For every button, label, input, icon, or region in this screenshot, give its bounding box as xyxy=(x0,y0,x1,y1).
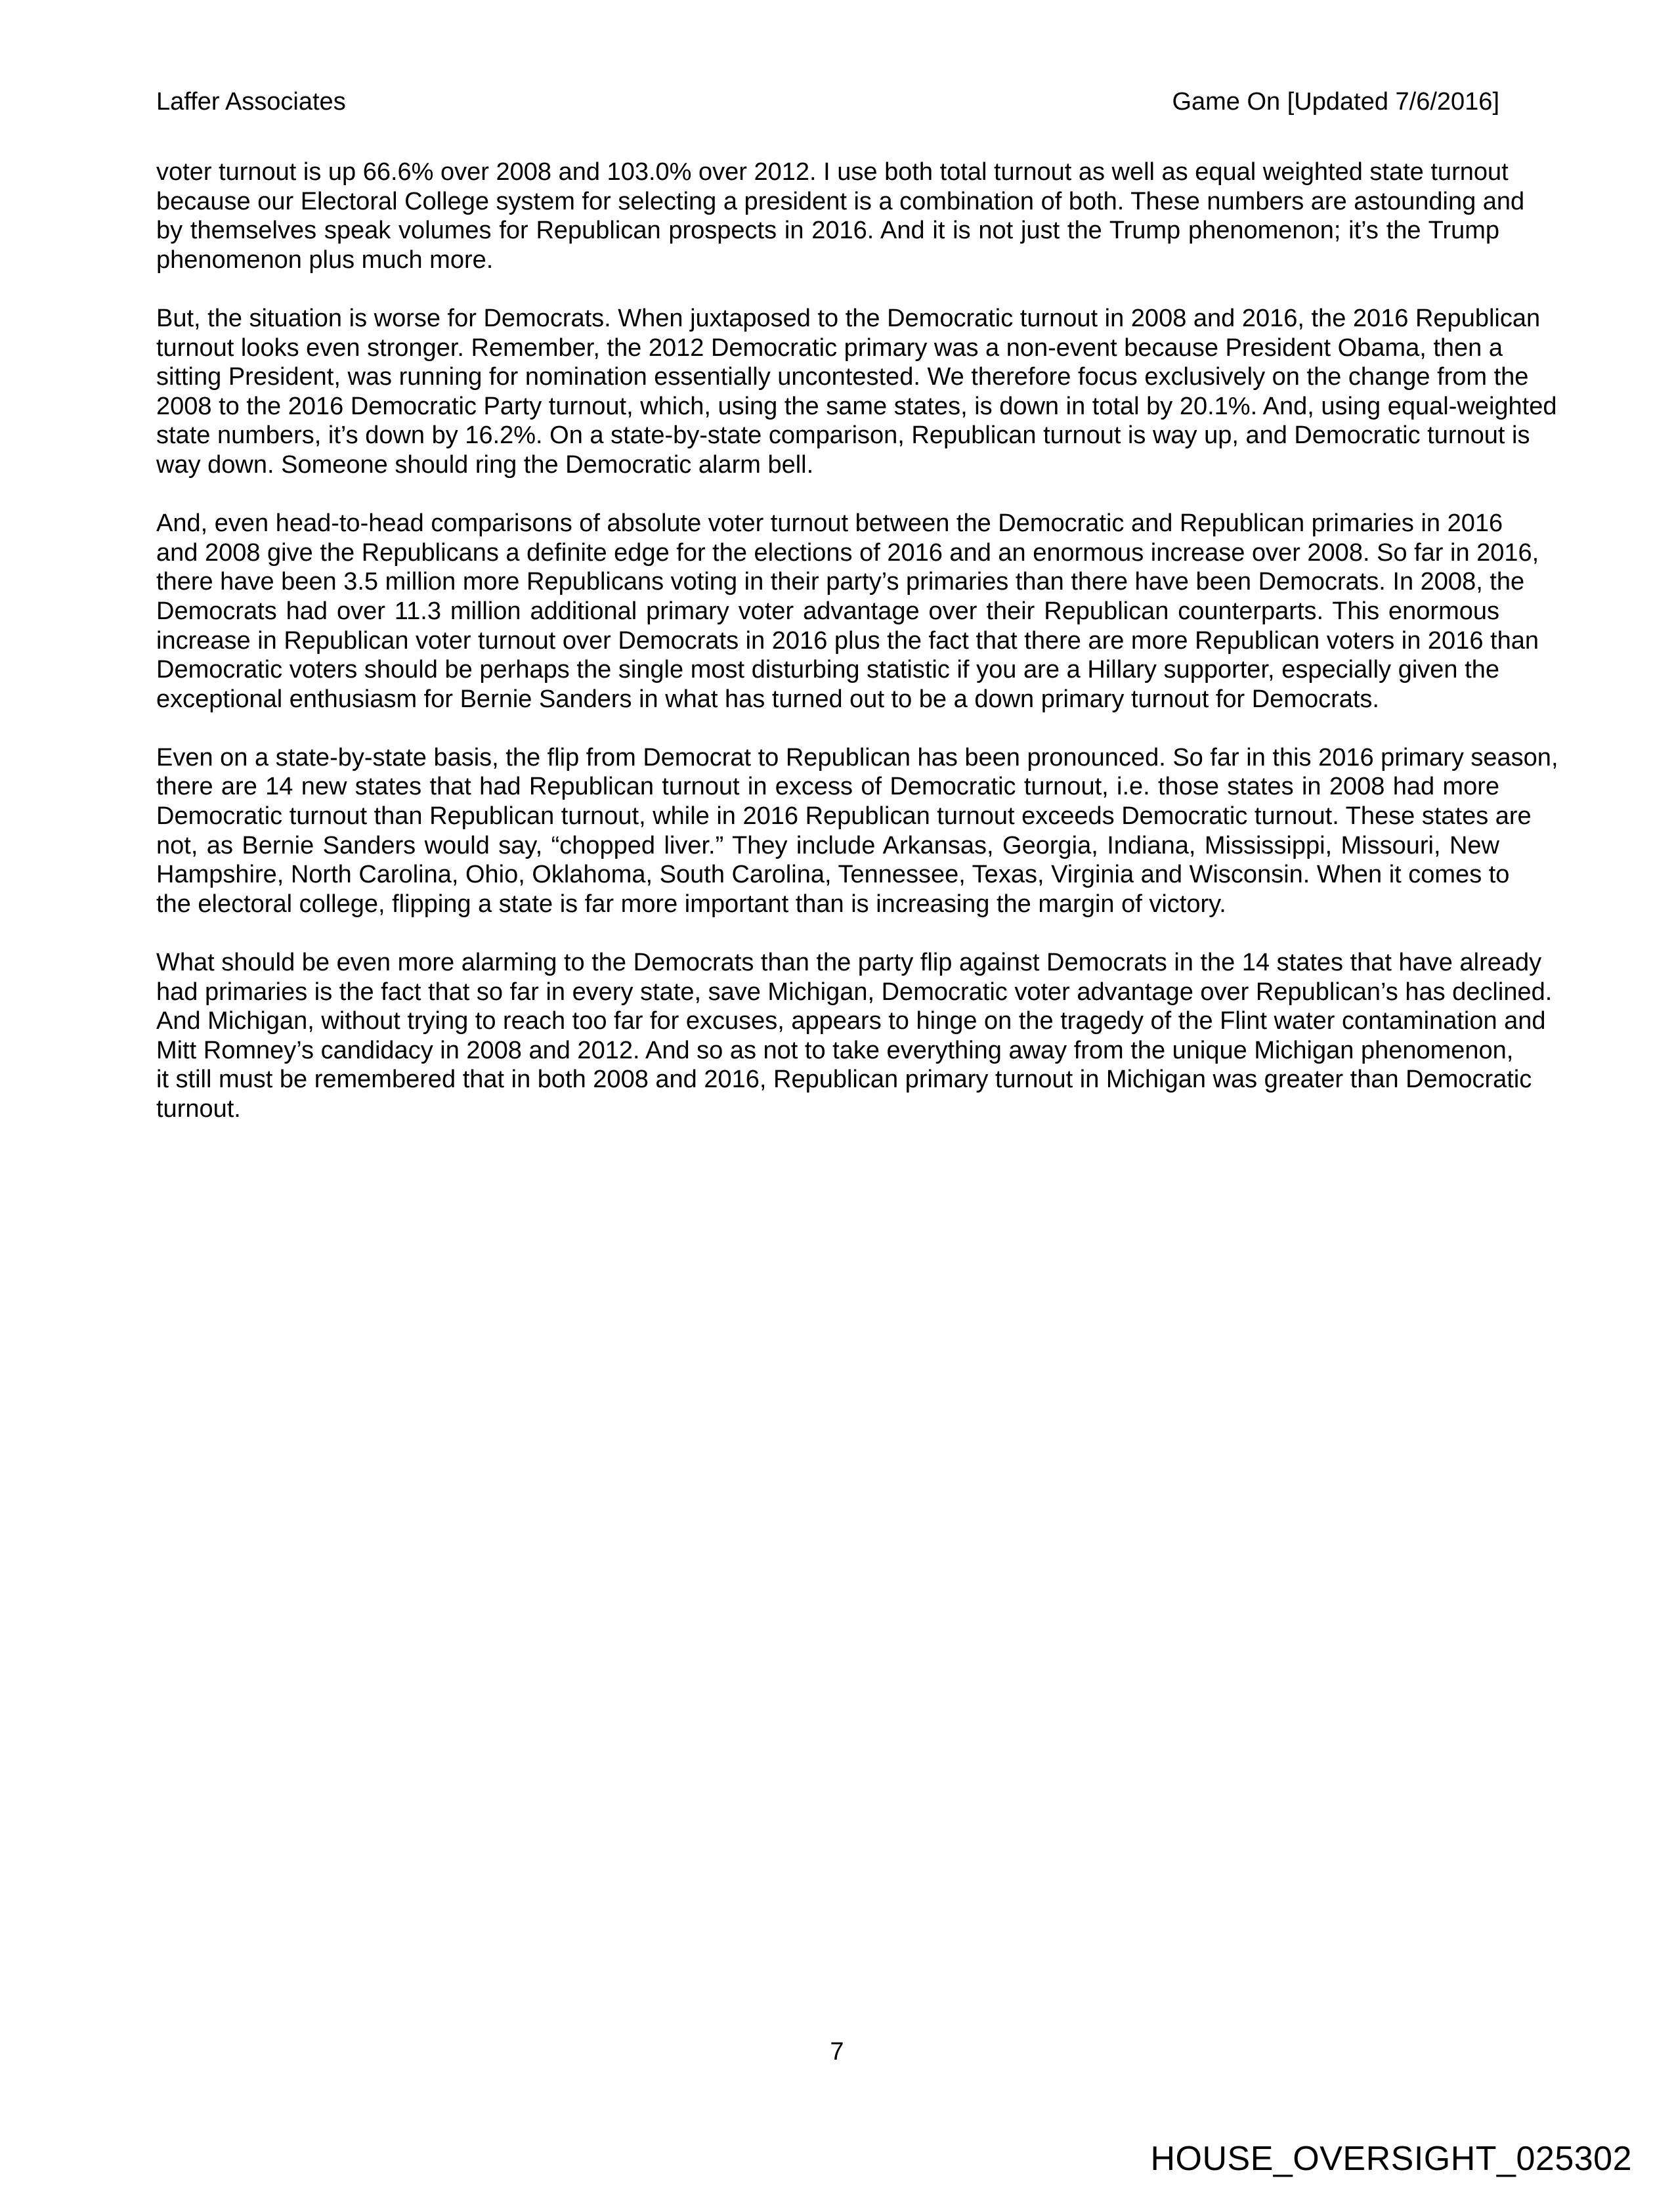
text-line: exceptional enthusiasm for Bernie Sanders in what has turned out to be a down primary turnout for Democrats. xyxy=(156,685,1379,713)
text-line: But, the situation is worse for Democrats. When juxtaposed to the Democratic turnout in 2008 and 2016, the 2016 Republican xyxy=(156,304,1541,332)
text-line: by themselves speak volumes for Republican prospects in 2016. And it is not just the Trump phenomenon; it’s the Trump xyxy=(156,217,1499,245)
text-line: And, even head-to-head comparisons of absolute voter turnout between the Democratic and Republican primaries in 2016 xyxy=(156,510,1503,538)
text-line: it still must be remembered that in both 2008 and 2016, Republican primary turnout in Michigan was greater than Democratic xyxy=(156,1066,1532,1094)
text-line: not, as Bernie Sanders would say, “chopped liver.” They include Arkansas, Georgia, Indiana, Mississippi, Missouri, New xyxy=(156,831,1499,859)
text-line: there are 14 new states that had Republican turnout in excess of Democratic turnout, i.e. those states in 2008 had more xyxy=(156,773,1499,801)
text-line: state numbers, it’s down by 16.2%. On a state-by-state comparison, Republican turnout is way up, and Democratic turnout is xyxy=(156,422,1530,450)
paragraph xyxy=(156,948,1553,1124)
text-line: Mitt Romney’s candidacy in 2008 and 2012. And so as not to take everything away from the unique Michigan phenomenon, xyxy=(156,1036,1514,1064)
text-line: voter turnout is up 66.6% over 2008 and 103.0% over 2012. I use both total turnout as well as equal weighted state turnout xyxy=(156,158,1509,186)
text-line: And Michigan, without trying to reach too far for excuses, appears to hinge on the tragedy of the Flint water contamination and xyxy=(156,1007,1546,1035)
bates-number: HOUSE_OVERSIGHT_025302 xyxy=(1150,2140,1632,2178)
text-line: phenomenon plus much more. xyxy=(156,246,494,274)
text-line: sitting President, was running for nomination essentially uncontested. We therefore focus exclusively on the change from the xyxy=(156,363,1529,391)
text-line: Even on a state-by-state basis, the flip from Democrat to Republican has been pronounced. So far in this 2016 primary season, xyxy=(156,743,1558,771)
paragraph xyxy=(156,509,1539,714)
text-line: turnout. xyxy=(156,1095,241,1123)
header-left: Laffer Associates xyxy=(156,88,346,116)
text-line: 2008 to the 2016 Democratic Party turnout, which, using the same states, is down in total by 20.1%. And, using equal-weighted xyxy=(156,392,1557,420)
paragraph xyxy=(156,304,1557,480)
text-line: increase in Republican voter turnout over Democrats in 2016 plus the fact that there are more Republican voters in 2016 than xyxy=(156,626,1539,655)
text-line: way down. Someone should ring the Democratic alarm bell. xyxy=(156,450,814,479)
text-line: What should be even more alarming to the Democrats than the party flip against Democrats in the 14 states that have already xyxy=(156,949,1542,977)
text-line: turnout looks even stronger. Remember, the 2012 Democratic primary was a non-event because President Obama, then a xyxy=(156,334,1503,362)
text-line: Democratic voters should be perhaps the single most disturbing statistic if you are a Hillary supporter, especially given the xyxy=(156,656,1499,684)
header-right: Game On [Updated 7/6/2016] xyxy=(1172,88,1499,116)
paragraph xyxy=(156,743,1558,919)
text-line: Hampshire, North Carolina, Ohio, Oklahoma, South Carolina, Tennessee, Texas, Virginia and Wisconsin. When it comes to xyxy=(156,861,1510,889)
page-number: 7 xyxy=(830,2038,844,2066)
text-line: and 2008 give the Republicans a definite edge for the elections of 2016 and an enormous increase over 2008. So far in 2016, xyxy=(156,538,1539,567)
text-line: Democratic turnout than Republican turnout, while in 2016 Republican turnout exceeds Democratic turnout. These states are xyxy=(156,802,1532,831)
text-line: the electoral college, flipping a state is far more important than is increasing the margin of victory. xyxy=(156,890,1226,918)
document-body xyxy=(156,158,1558,1153)
text-line: had primaries is the fact that so far in every state, save Michigan, Democratic voter advantage over Republican’s has declined. xyxy=(156,978,1553,1006)
paragraph xyxy=(156,158,1525,274)
text-line: there have been 3.5 million more Republicans voting in their party’s primaries than there have been Democrats. In 2008, the xyxy=(156,568,1525,596)
text-line: Democrats had over 11.3 million additional primary voter advantage over their Republican counterparts. This enormous xyxy=(156,597,1499,625)
text-line: because our Electoral College system for selecting a president is a combination of both. These numbers are astounding and xyxy=(156,187,1525,215)
